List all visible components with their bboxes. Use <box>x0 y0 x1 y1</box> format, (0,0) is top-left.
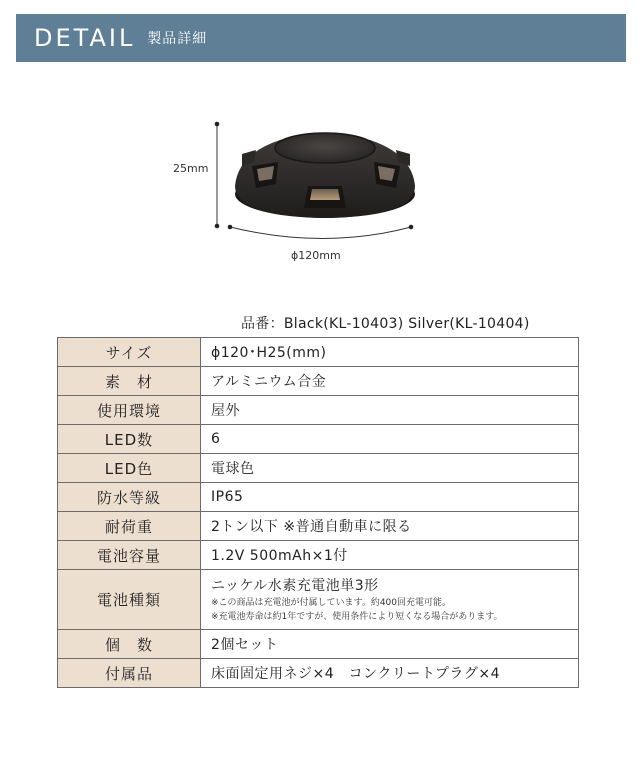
spec-key: 防水等級 <box>58 483 201 512</box>
spec-key: サイズ <box>58 338 201 367</box>
table-row <box>58 512 579 541</box>
spec-value: 床面固定用ネジ×4 コンクリートプラグ×4 <box>201 659 579 688</box>
table-row <box>58 483 579 512</box>
spec-key: LED数 <box>58 425 201 454</box>
width-label: ϕ120mm <box>291 249 341 262</box>
spec-value: 6 <box>201 425 579 454</box>
table-row <box>58 570 579 630</box>
spec-value: ϕ120･H25(mm) <box>201 338 579 367</box>
table-row <box>58 541 579 570</box>
table-row <box>58 396 579 425</box>
table-row <box>58 338 579 367</box>
table-row <box>58 454 579 483</box>
battery-note: ※充電池寿命は約1年ですが、使用条件により短くなる場合があります。 <box>211 611 503 622</box>
spec-value: ニッケル水素充電池単3形 <box>211 577 379 594</box>
spec-key: 個 数 <box>58 630 201 659</box>
table-row <box>58 630 579 659</box>
table-row <box>58 659 579 688</box>
spec-key: 付属品 <box>58 659 201 688</box>
spec-key: 電池容量 <box>58 541 201 570</box>
spec-key: 使用環境 <box>58 396 201 425</box>
spec-value: 2トン以下 ※普通自動車に限る <box>201 512 579 541</box>
product-figure <box>160 104 480 274</box>
section-header <box>16 14 626 62</box>
product-body <box>235 133 415 218</box>
table-row <box>58 425 579 454</box>
spec-value: 1.2V 500mAh×1付 <box>201 541 579 570</box>
spec-key: LED色 <box>58 454 201 483</box>
part-number: 品番：Black(KL-10403) Silver(KL-10404) <box>241 316 530 332</box>
header-title-en: DETAIL <box>34 24 136 52</box>
spec-value-cell <box>201 570 579 630</box>
spec-key: 素 材 <box>58 367 201 396</box>
height-label: 25mm <box>173 162 209 175</box>
spec-key: 耐荷重 <box>58 512 201 541</box>
table-row <box>58 367 579 396</box>
spec-value: アルミニウム合金 <box>201 367 579 396</box>
spec-value: 屋外 <box>201 396 579 425</box>
width-dimension-line <box>228 225 414 239</box>
spec-table <box>57 337 579 688</box>
spec-key: 電池種類 <box>58 570 201 630</box>
height-dimension-line <box>215 122 220 229</box>
header-title-jp: 製品詳細 <box>147 31 208 47</box>
battery-note: ※この商品は充電池が付属しています。約400回充電可能。 <box>211 597 452 608</box>
spec-value: 2個セット <box>201 630 579 659</box>
spec-value: 電球色 <box>201 454 579 483</box>
spec-value: IP65 <box>201 483 579 512</box>
